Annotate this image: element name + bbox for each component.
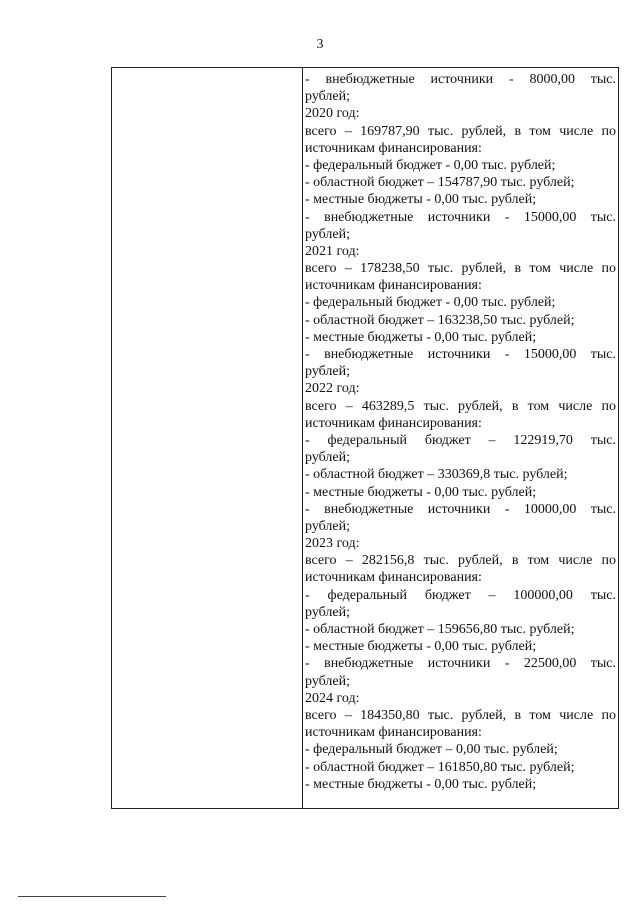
- table-text-line: - федеральный бюджет - 0,00 тыс. рублей;: [305, 295, 556, 311]
- table-text-line: всего – 184350,80 тыс. рублей, в том числе по: [305, 707, 616, 723]
- table-text-line: всего – 178238,50 тыс. рублей, в том числе по: [305, 261, 616, 277]
- table-text-line: 2020 год:: [305, 106, 360, 122]
- table-text-line: - местные бюджеты - 0,00 тыс. рублей;: [305, 329, 537, 345]
- table-text-line: - федеральный бюджет – 122919,70 тыс.: [305, 432, 616, 448]
- table-text-line: 2024 год:: [305, 690, 360, 706]
- table-text-line: рублей;: [305, 604, 350, 620]
- table-text-line: - федеральный бюджет – 0,00 тыс. рублей;: [305, 742, 558, 758]
- table-text-line: всего – 282156,8 тыс. рублей, в том числе по: [305, 553, 616, 569]
- table-text-line: - внебюджетные источники - 15000,00 тыс.: [305, 347, 616, 362]
- table-text-line: рублей;: [305, 450, 350, 466]
- table-text-line: 2022 год:: [305, 381, 360, 397]
- table-text-line: всего – 463289,5 тыс. рублей, в том числе по: [305, 398, 616, 414]
- table-text-line: источникам финансирования:: [305, 415, 482, 431]
- table-text-line: рублей;: [305, 226, 350, 242]
- table-text-line: - местные бюджеты - 0,00 тыс. рублей;: [305, 192, 537, 208]
- table-text-line: источникам финансирования:: [305, 278, 482, 294]
- table-text-line: - внебюджетные источники - 10000,00 тыс.: [305, 501, 616, 517]
- table-text-line: 2023 год:: [305, 536, 360, 552]
- table-text-line: рублей;: [305, 89, 350, 105]
- table-text-line: - областной бюджет – 159656,80 тыс. рублей;: [305, 622, 575, 637]
- table-text-line: - местные бюджеты - 0,00 тыс. рублей;: [305, 776, 537, 792]
- table-text-line: - федеральный бюджет – 100000,00 тыс.: [305, 587, 616, 603]
- table-text-line: - внебюджетные источники - 8000,00 тыс.: [305, 72, 616, 87]
- table-text-line: рублей;: [305, 673, 350, 689]
- table-text-line: источникам финансирования:: [305, 725, 482, 741]
- table-text-line: - областной бюджет – 161850,80 тыс. рублей;: [305, 759, 575, 775]
- table-text-line: - внебюджетные источники - 22500,00 тыс.: [305, 656, 616, 672]
- table-text-line: источникам финансирования:: [305, 140, 482, 156]
- table-text-line: - местные бюджеты - 0,00 тыс. рублей;: [305, 639, 537, 655]
- table-text-line: - федеральный бюджет - 0,00 тыс. рублей;: [305, 157, 556, 173]
- table-text-line: - местные бюджеты - 0,00 тыс. рублей;: [305, 484, 537, 500]
- page-number: 3: [316, 37, 324, 52]
- table-text-line: 2021 год:: [305, 243, 360, 259]
- table-text-line: рублей;: [305, 518, 350, 534]
- footer-divider: [18, 896, 166, 897]
- table-left-cell: [112, 68, 303, 808]
- table-right-cell: [305, 71, 616, 793]
- table-text-line: - областной бюджет – 154787,90 тыс. рублей;: [305, 175, 575, 191]
- table-text-line: - областной бюджет – 163238,50 тыс. рублей;: [305, 312, 575, 328]
- table-text-line: источникам финансирования:: [305, 570, 482, 586]
- table-text-line: рублей;: [305, 364, 350, 380]
- funding-table: [111, 67, 619, 809]
- table-text-line: - областной бюджет – 330369,8 тыс. рублей;: [305, 467, 568, 483]
- table-text-line: - внебюджетные источники - 15000,00 тыс.: [305, 209, 616, 225]
- table-text-line: всего – 169787,90 тыс. рублей, в том числе по: [305, 123, 616, 139]
